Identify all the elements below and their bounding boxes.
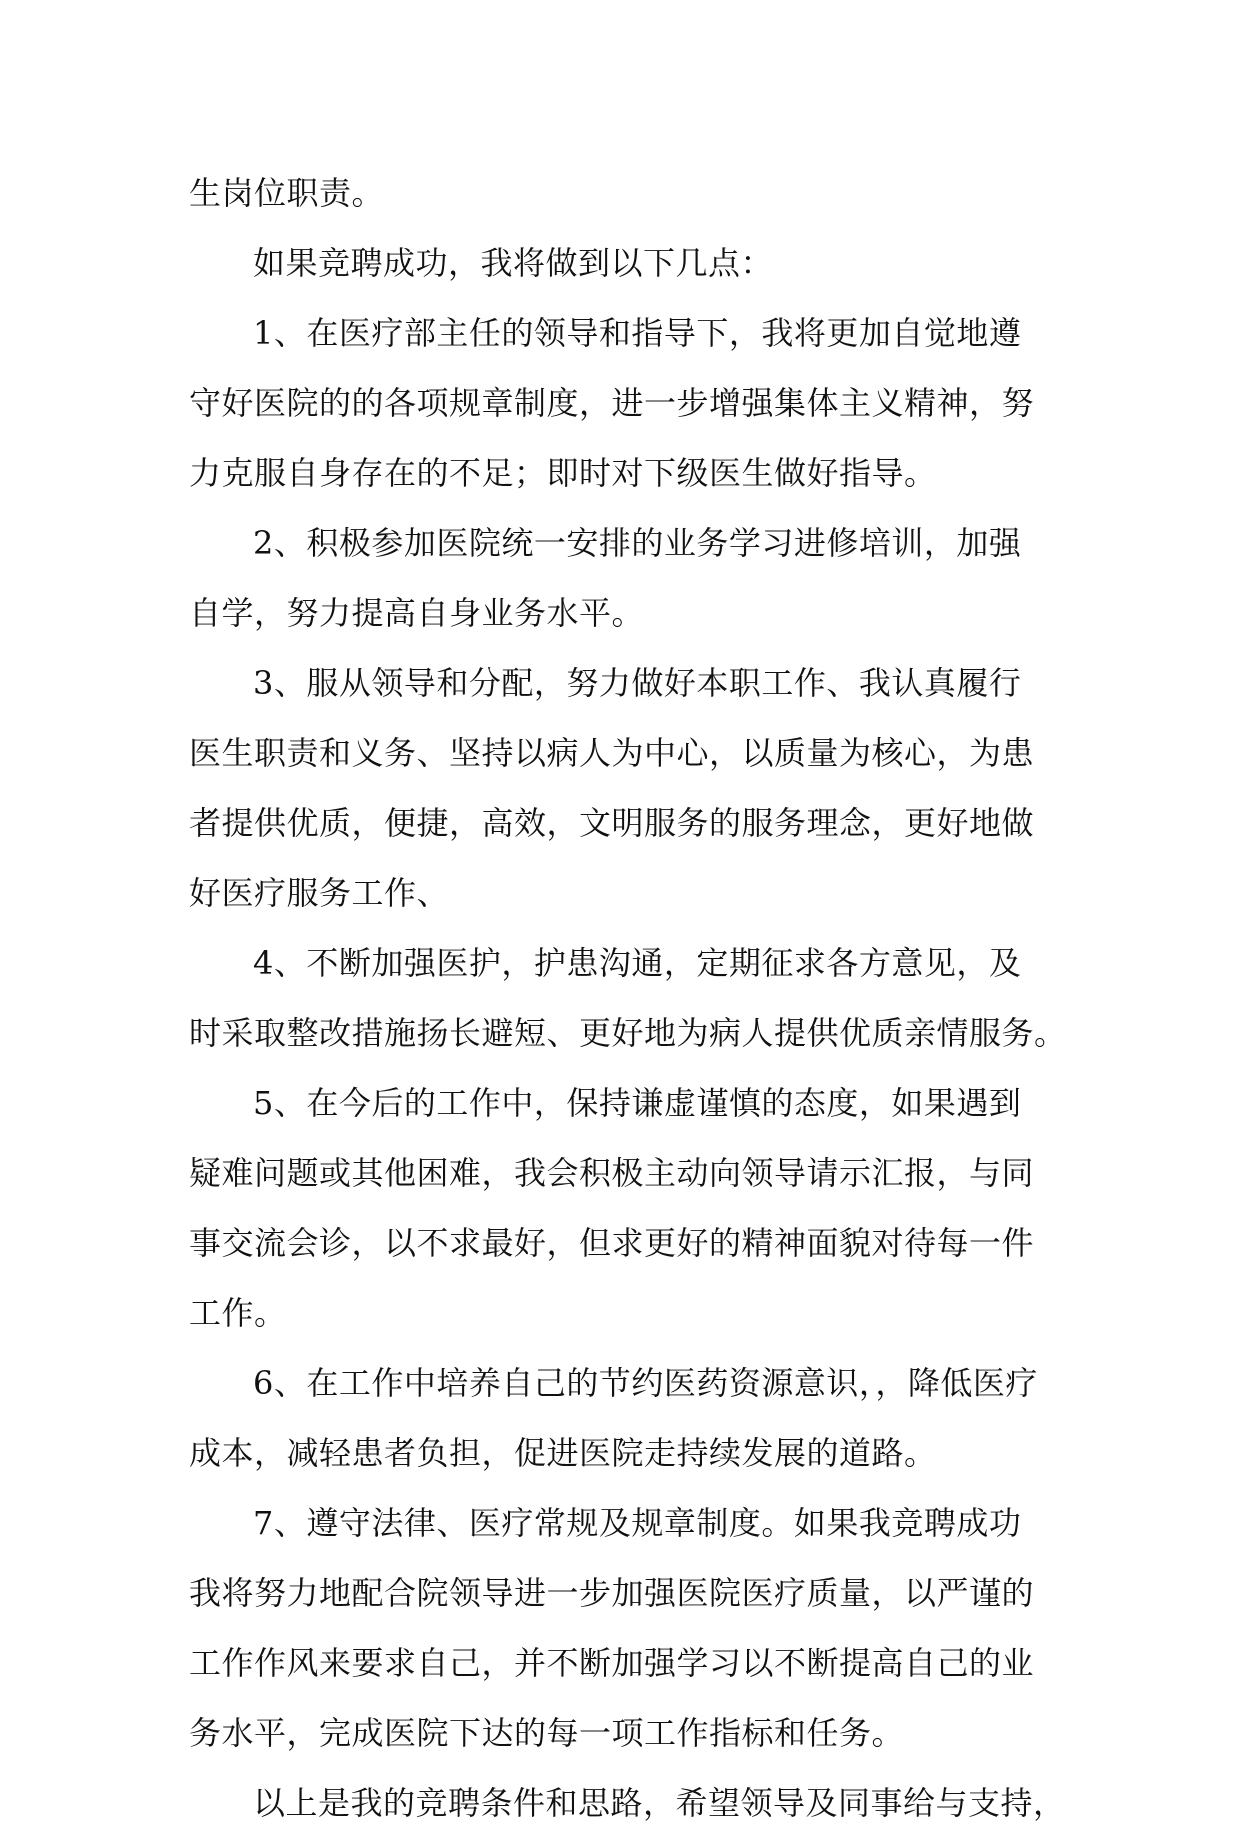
text-line: 事交流会诊，以不求最好，但求更好的精神面貌对待每一件	[189, 1224, 1035, 1262]
text-line: 者提供优质，便捷，高效，文明服务的服务理念，更好地做	[189, 804, 1035, 842]
text-line: 时采取整改措施扬长避短、更好地为病人提供优质亲情服务。	[189, 1014, 1067, 1052]
text-line: 疑难问题或其他困难，我会积极主动向领导请示汇报，与同	[189, 1154, 1035, 1192]
text-line: 1、在医疗部主任的领导和指导下，我将更加自觉地遵	[253, 314, 1022, 352]
text-line: 2、积极参加医院统一安排的业务学习进修培训，加强	[253, 524, 1022, 562]
text-line: 医生职责和义务、坚持以病人为中心，以质量为核心，为患	[189, 734, 1035, 772]
text-line: 成本，减轻患者负担，促进医院走持续发展的道路。	[189, 1434, 937, 1472]
text-line: 力克服自身存在的不足；即时对下级医生做好指导。	[189, 454, 937, 492]
text-line: 我将努力地配合院领导进一步加强医院医疗质量，以严谨的	[189, 1574, 1035, 1612]
text-line: 4、不断加强医护，护患沟通，定期征求各方意见，及	[253, 944, 1022, 982]
text-line: 工作作风来要求自己，并不断加强学习以不断提高自己的业	[189, 1644, 1035, 1682]
text-line: 生岗位职责。	[189, 174, 385, 212]
text-line: 6、在工作中培养自己的节约医药资源意识，，降低医疗	[253, 1364, 1038, 1402]
text-line: 如果竞聘成功，我将做到以下几点：	[253, 244, 774, 282]
text-line: 务水平，完成医院下达的每一项工作指标和任务。	[189, 1714, 905, 1752]
text-line: 以上是我的竞聘条件和思路，希望领导及同事给与支持，	[253, 1784, 1066, 1822]
text-line: 工作。	[189, 1294, 287, 1332]
text-line: 守好医院的的各项规章制度，进一步增强集体主义精神，努	[189, 384, 1035, 422]
text-line: 3、服从领导和分配，努力做好本职工作、我认真履行	[253, 664, 1022, 702]
text-line: 好医疗服务工作、	[189, 874, 450, 912]
text-line: 自学，努力提高自身业务水平。	[189, 594, 645, 632]
text-line: 7、遵守法律、医疗常规及规章制度。如果我竞聘成功	[253, 1504, 1022, 1542]
document-body	[189, 158, 1067, 1838]
text-line: 5、在今后的工作中，保持谦虚谨慎的态度，如果遇到	[253, 1084, 1022, 1122]
